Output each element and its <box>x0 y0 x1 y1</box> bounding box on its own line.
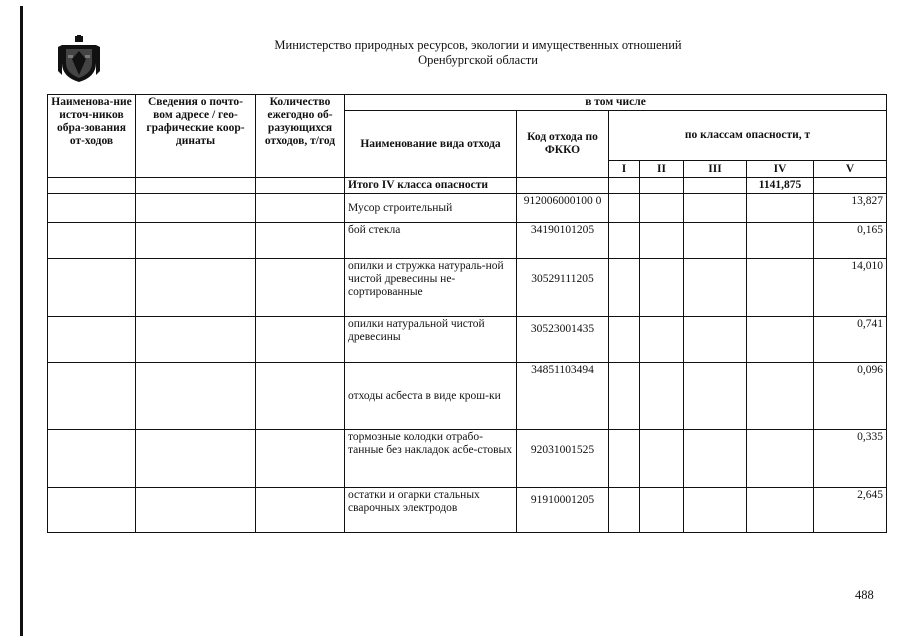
total-row <box>48 178 887 194</box>
page-number: 488 <box>855 588 874 602</box>
table-row <box>48 488 887 533</box>
waste-name: опилки натуральной чистой древесины <box>345 317 517 363</box>
total-class-iv: 1141,875 <box>747 178 814 194</box>
class-v-value: 0,096 <box>814 363 887 430</box>
waste-code: 34190101205 <box>517 223 609 259</box>
table-row <box>48 363 887 430</box>
class-v-value: 0,335 <box>814 430 887 488</box>
header-quantity: Количество ежегодно об-разующихся отходов, т/год <box>256 95 345 178</box>
ministry-header-line1: Министерство природных ресурсов, экологии и имущественных отношений <box>274 38 682 52</box>
waste-name: бой стекла <box>345 223 517 259</box>
table-row <box>48 259 887 317</box>
header-class-ii: II <box>640 161 684 178</box>
waste-code: 34851103494 <box>517 363 609 430</box>
class-v-value: 13,827 <box>814 194 887 223</box>
class-v-value: 14,010 <box>814 259 887 317</box>
header-waste-name: Наименование вида отхода <box>345 111 517 178</box>
waste-code: 30523001435 <box>517 317 609 363</box>
waste-table <box>47 94 887 533</box>
waste-name: отходы асбеста в виде крош-ки <box>345 363 517 430</box>
class-v-value: 0,741 <box>814 317 887 363</box>
waste-code: 30529111205 <box>517 259 609 317</box>
table-row <box>48 194 887 223</box>
waste-code: 912006000100 0 <box>517 194 609 223</box>
total-label: Итого IV класса опасности <box>345 178 517 194</box>
ministry-header-line2: Оренбургской области <box>418 53 538 67</box>
class-v-value: 0,165 <box>814 223 887 259</box>
header-fkko-code: Код отхода по ФККО <box>517 111 609 178</box>
header-hazard-classes: по классам опасности, т <box>609 111 887 161</box>
table-row <box>48 317 887 363</box>
header-class-iii: III <box>684 161 747 178</box>
coat-of-arms-icon <box>58 35 100 83</box>
ministry-header <box>200 38 756 68</box>
header-class-i: I <box>609 161 640 178</box>
waste-code: 92031001525 <box>517 430 609 488</box>
header-address: Сведения о почто-вом адресе / гео-графические коор-динаты <box>136 95 256 178</box>
waste-name: остатки и огарки стальных сварочных электродов <box>345 488 517 533</box>
header-class-v: V <box>814 161 887 178</box>
table-row <box>48 223 887 259</box>
binding-line <box>20 6 23 636</box>
class-v-value: 2,645 <box>814 488 887 533</box>
table-row <box>48 430 887 488</box>
header-class-iv: IV <box>747 161 814 178</box>
header-source: Наименова-ние источ-ников обра-зования от-ходов <box>48 95 136 178</box>
waste-name: опилки и стружка натураль-ной чистой древесины не-сортированные <box>345 259 517 317</box>
waste-name: тормозные колодки отрабо-танные без накладок асбе-стовых <box>345 430 517 488</box>
header-including: в том числе <box>345 95 887 111</box>
waste-name: Мусор строительный <box>345 194 517 223</box>
waste-code: 91910001205 <box>517 488 609 533</box>
